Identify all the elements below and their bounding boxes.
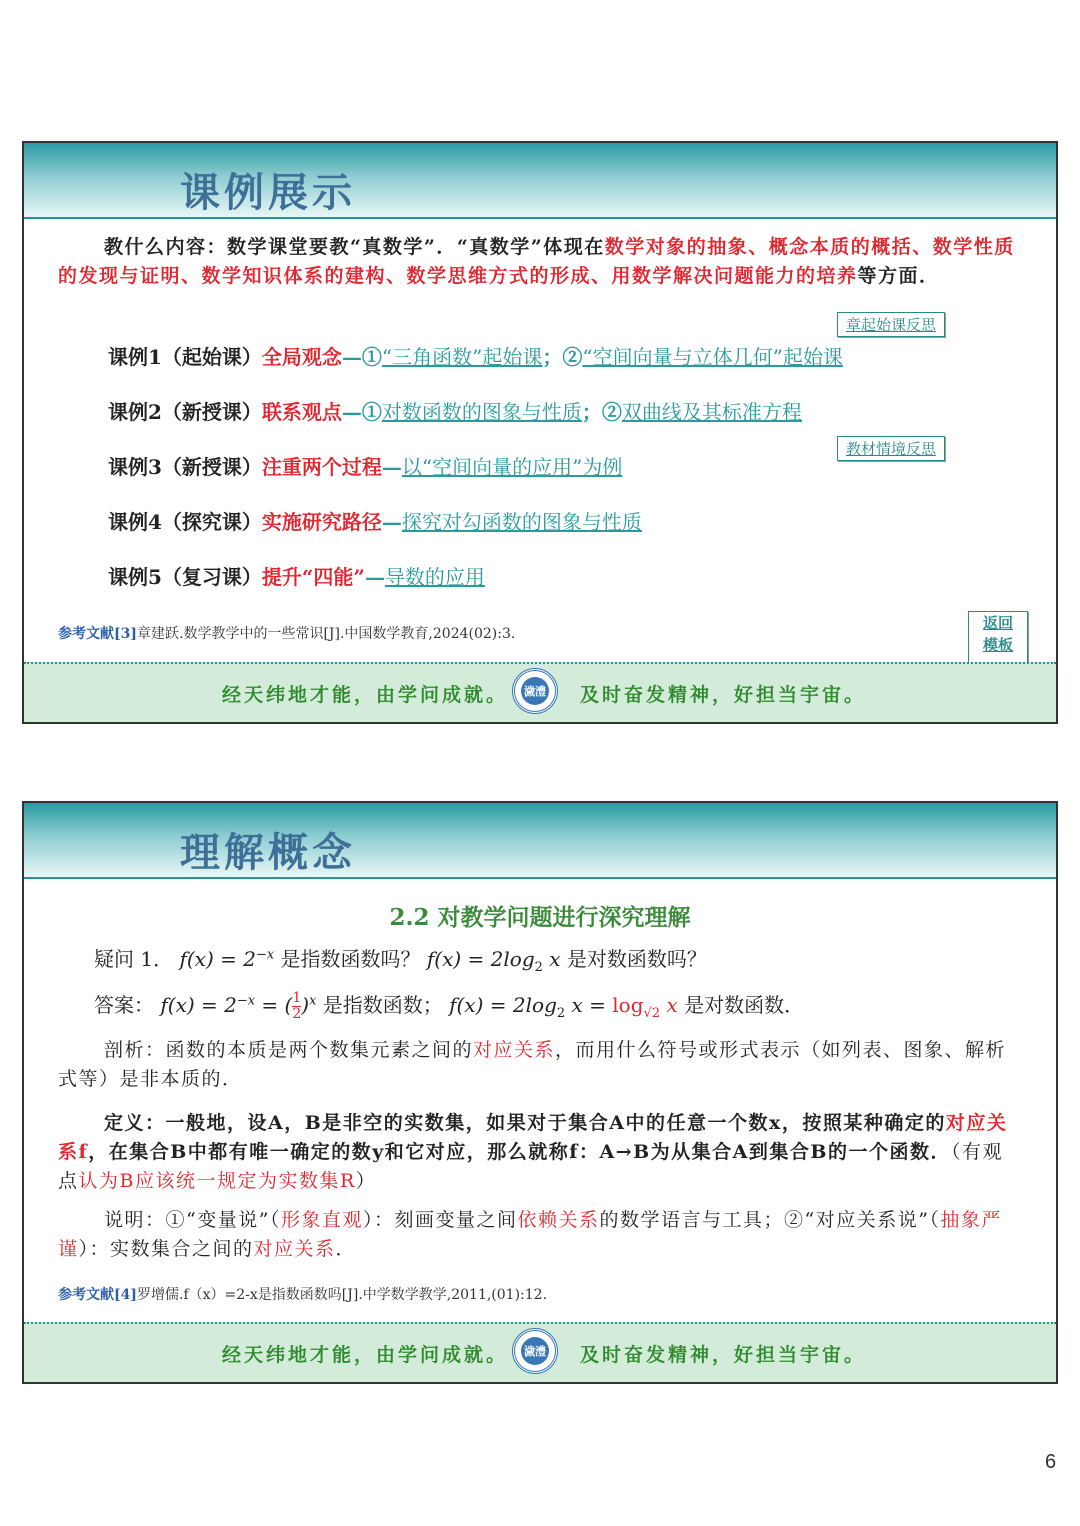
case-item-4: 课例4（探究课）实施研究路径—探究对勾函数的图象与性质 (108, 510, 642, 534)
slide-title: 课例展示 (180, 169, 356, 216)
case-link[interactable]: 探究对勾函数的图象与性质 (401, 510, 642, 534)
definition-paragraph: 定义：一般地，设A，B是非空的实数集，如果对于集合A中的任意一个数x，按照某种确定的对应关系f，在集合B中都有唯一确定的数y和它对应，那么就称f：A→B为从集合A到集合B的一个函数．（有观点认为B应该统一规定为实数集R） (58, 1112, 1008, 1192)
slide-footer (24, 1322, 1056, 1382)
motto-right: 及时奋发精神，好担当宇宙。 (580, 684, 867, 706)
intro-paragraph: 教什么内容：数学课堂要教“真数学”．“真数学”体现在数学对象的抽象、概念本质的概括、数学性质的发现与证明、数学知识体系的建构、数学思维方式的形成、用数学解决问题能力的培养等方面． (58, 236, 1015, 287)
case-link[interactable]: 以“空间向量的应用”为例 (401, 455, 623, 479)
case-item-1: 课例1（起始课）全局观念—①“三角函数”起始课；②“空间向量与立体几何”起始课 (108, 345, 843, 369)
slide-header (24, 803, 1056, 879)
school-seal-icon: 濊澧 (512, 668, 558, 714)
reference-note: 参考文献[3]章建跃.数学教学中的一些常识[J].中国数学教育,2024(02):3. (58, 626, 516, 642)
slide-understanding-concepts (22, 801, 1058, 1384)
slide-case-showcase (22, 141, 1058, 724)
section-title: 2.2 对教学问题进行深究理解 (389, 904, 691, 931)
analysis-paragraph: 剖析：函数的本质是两个数集元素之间的对应关系，而用什么符号或形式表示（如列表、图象、解析式等）是非本质的． (58, 1039, 1007, 1090)
motto-left: 经天纬地才能，由学问成就。 (222, 1344, 509, 1366)
explanation-paragraph: 说明：①“变量说”（形象直观）：刻画变量之间依赖关系的数学语言与工具；②“对应关系说”（抽象严谨）：实数集合之间的对应关系． (58, 1209, 1002, 1260)
question-line: 疑问 1． $f(x) = 2^{-x}$ 是指数函数吗？ $f(x) = 2\log_2$ x 是对数函数吗？ (94, 947, 707, 975)
slide-footer (24, 662, 1056, 722)
case-link[interactable]: 导数的应用 (384, 565, 485, 589)
motto-right: 及时奋发精神，好担当宇宙。 (580, 1344, 867, 1366)
case-item-2: 课例2（新授课）联系观点—①对数函数的图象与性质；②双曲线及其标准方程 (108, 400, 802, 424)
page-number: 6 (1045, 1451, 1057, 1473)
case-item-5: 课例5（复习课）提升“四能”—导数的应用 (108, 565, 485, 589)
case-link[interactable]: “空间向量与立体几何”起始课 (582, 345, 843, 369)
reference-note: 参考文献[4]罗增儒.f（x）=2-x是指数函数吗[J].中学数学教学,2011,(01):12. (58, 1287, 548, 1303)
chapter-reflection-button[interactable]: 章起始课反思 (837, 312, 945, 337)
textbook-reflection-button[interactable]: 教材情境反思 (837, 436, 945, 461)
motto-left: 经天纬地才能，由学问成就。 (222, 684, 509, 706)
fraction: $\frac{1}{2}$ (292, 990, 302, 1022)
slide-header (24, 143, 1056, 219)
case-link[interactable]: “三角函数”起始课 (381, 345, 543, 369)
answer-line: 答案： $f(x) = 2^{-x}$ = ( $\frac{1}{2})^x$ 是指数函数； $f(x) = 2\log_2$ $x = \log_{√2} x$ 是对数函数． (94, 990, 805, 1022)
case-item-3: 课例3（新授课）注重两个过程—以“空间向量的应用”为例 (108, 455, 623, 479)
case-link[interactable]: 对数函数的图象与性质 (381, 400, 582, 424)
slide-title: 理解概念 (180, 829, 356, 876)
back-to-template-button[interactable]: 返回 模板 (968, 611, 1028, 663)
school-seal-icon: 濊澧 (512, 1328, 558, 1374)
case-link[interactable]: 双曲线及其标准方程 (621, 400, 802, 424)
